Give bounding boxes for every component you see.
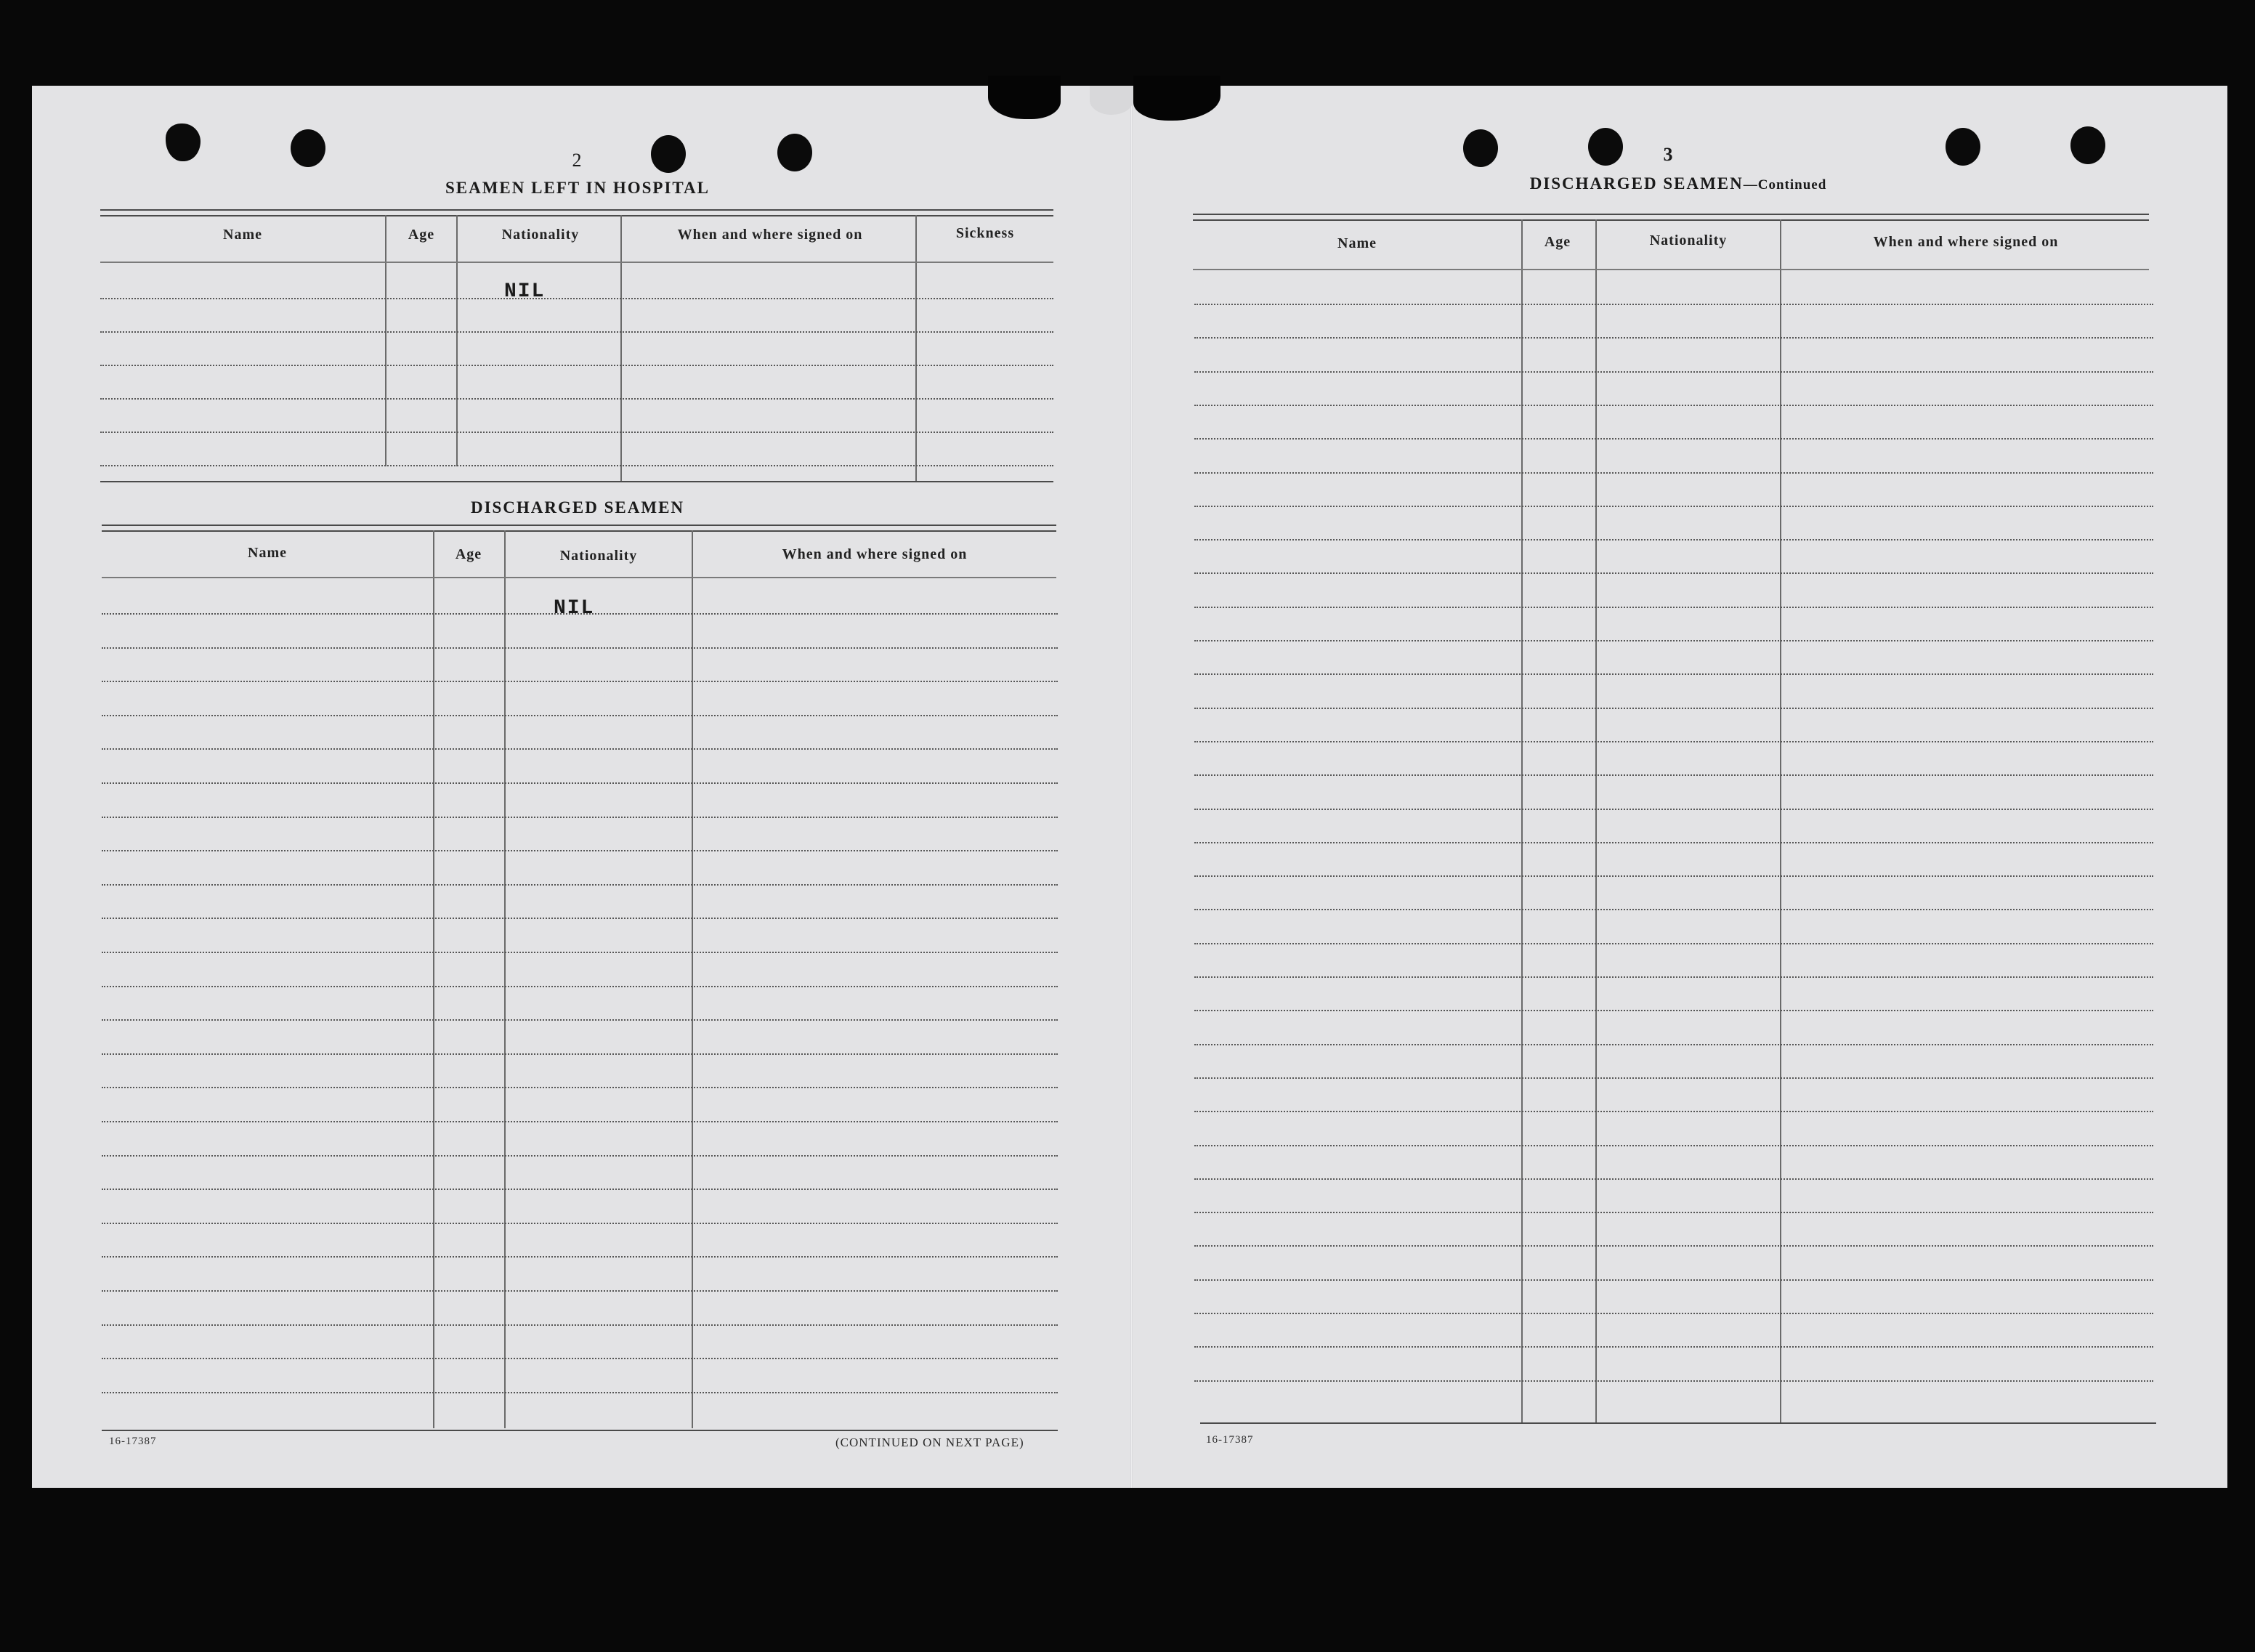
table-row (1194, 304, 2153, 305)
table-top-rule (1193, 219, 2149, 221)
table-row (1194, 539, 2153, 540)
table-row (102, 918, 1058, 919)
table-row (1194, 1313, 2153, 1314)
column-divider (620, 215, 622, 481)
punch-hole (777, 134, 812, 171)
column-header-nationality: Nationality (501, 227, 580, 243)
column-header-nationality: Nationality (559, 548, 638, 564)
table-row (1194, 1279, 2153, 1281)
table-row (102, 647, 1058, 649)
table-row (100, 432, 1053, 433)
table-row (1194, 673, 2153, 675)
column-header-name: Name (248, 545, 287, 561)
table-row (102, 1392, 1058, 1393)
column-header-nationality: Nationality (1649, 232, 1728, 248)
table-top-rule (1193, 214, 2149, 215)
table-row (100, 465, 1053, 466)
table-top-rule (100, 215, 1053, 216)
table-row (1194, 607, 2153, 608)
table-row (100, 331, 1053, 333)
table-row (1194, 371, 2153, 373)
column-divider (433, 530, 434, 1428)
table-row (102, 1290, 1058, 1292)
hospital-section-title: SEAMEN LEFT IN HOSPITAL (445, 179, 710, 197)
table-row (1194, 1245, 2153, 1247)
table-row (1194, 1044, 2153, 1045)
table-row (1194, 1010, 2153, 1011)
table-row (1194, 472, 2153, 474)
column-header-age: Age (1544, 234, 1571, 250)
table-row (1194, 1145, 2153, 1146)
table-row (100, 365, 1053, 366)
column-divider (504, 530, 506, 1428)
table-row (102, 884, 1058, 886)
column-divider (915, 215, 917, 481)
table-row (102, 1256, 1058, 1258)
document-sheet (32, 86, 2227, 1488)
column-header-signed-on: When and where signed on (782, 546, 968, 562)
table-top-rule (102, 530, 1056, 532)
page-fold (1130, 86, 1133, 1488)
punch-hole (291, 129, 325, 167)
table-row (1194, 1380, 2153, 1382)
table-row (102, 952, 1058, 953)
table-row (1194, 1111, 2153, 1112)
table-row (102, 1121, 1058, 1122)
table-top-rule (100, 209, 1053, 211)
column-divider (385, 215, 386, 466)
discharged-entry-nil: NIL (554, 597, 595, 620)
column-header-name: Name (1337, 235, 1377, 251)
continued-note: (CONTINUED ON NEXT PAGE) (835, 1436, 1024, 1449)
header-underline (100, 262, 1053, 263)
table-row (102, 1189, 1058, 1190)
column-divider (692, 530, 693, 1428)
table-bottom-rule (100, 481, 1053, 482)
table-bottom-rule (1200, 1422, 2156, 1424)
table-row (102, 1019, 1058, 1021)
table-row (1194, 438, 2153, 440)
table-row (102, 1223, 1058, 1224)
table-row (102, 782, 1058, 784)
table-row (100, 398, 1053, 400)
table-bottom-rule (102, 1430, 1058, 1431)
punch-hole (2070, 126, 2105, 164)
header-underline (1193, 269, 2149, 270)
table-row (1194, 875, 2153, 877)
torn-edge (1090, 86, 1133, 115)
table-row (102, 986, 1058, 987)
table-row (102, 748, 1058, 750)
title-main: DISCHARGED SEAMEN (1529, 174, 1744, 193)
table-row (1194, 976, 2153, 978)
table-row (102, 1358, 1058, 1359)
table-row (102, 1155, 1058, 1157)
punch-hole (1588, 128, 1623, 166)
discharged-continued-title (1475, 174, 1882, 193)
table-top-rule (102, 525, 1056, 526)
column-divider (1521, 219, 1523, 1422)
table-row (102, 850, 1058, 851)
column-header-signed-on: When and where signed on (1873, 234, 2059, 250)
discharged-section-title: DISCHARGED SEAMEN (470, 498, 685, 517)
table-row (1194, 1346, 2153, 1348)
table-row (1194, 1077, 2153, 1079)
table-row (102, 1053, 1058, 1055)
table-row (102, 1087, 1058, 1088)
table-row (1194, 1212, 2153, 1213)
title-suffix: —Continued (1743, 177, 1827, 193)
table-row (1194, 774, 2153, 776)
header-underline (102, 577, 1056, 578)
column-divider (456, 215, 458, 466)
punch-hole (166, 124, 201, 161)
column-header-sickness: Sickness (955, 225, 1015, 241)
table-row (1194, 405, 2153, 406)
table-row (1194, 337, 2153, 339)
table-row (1194, 943, 2153, 944)
column-header-age: Age (455, 546, 482, 562)
table-row (1194, 809, 2153, 810)
table-row (1194, 506, 2153, 507)
table-row (1194, 708, 2153, 709)
table-row (1194, 640, 2153, 641)
page-number: 3 (1663, 144, 1673, 165)
table-row (102, 715, 1058, 716)
table-row (1194, 572, 2153, 574)
punch-hole (1463, 129, 1498, 167)
page-number: 2 (572, 150, 582, 171)
table-row (1194, 1178, 2153, 1180)
table-row (1194, 842, 2153, 843)
table-row (1194, 909, 2153, 910)
hospital-entry-nil: NIL (504, 280, 546, 303)
punch-hole (651, 135, 686, 173)
column-divider (1595, 219, 1597, 1422)
column-header-signed-on: When and where signed on (677, 227, 863, 243)
table-row (102, 817, 1058, 818)
table-row (1194, 741, 2153, 742)
column-header-name: Name (223, 227, 262, 243)
table-row (100, 298, 1053, 299)
form-number: 16-17387 (109, 1436, 157, 1447)
column-divider (1780, 219, 1781, 1422)
form-number: 16-17387 (1206, 1434, 1254, 1446)
table-row (102, 681, 1058, 682)
punch-hole (1946, 128, 1980, 166)
torn-edge (988, 76, 1061, 119)
column-header-age: Age (408, 227, 435, 243)
table-row (102, 1324, 1058, 1326)
